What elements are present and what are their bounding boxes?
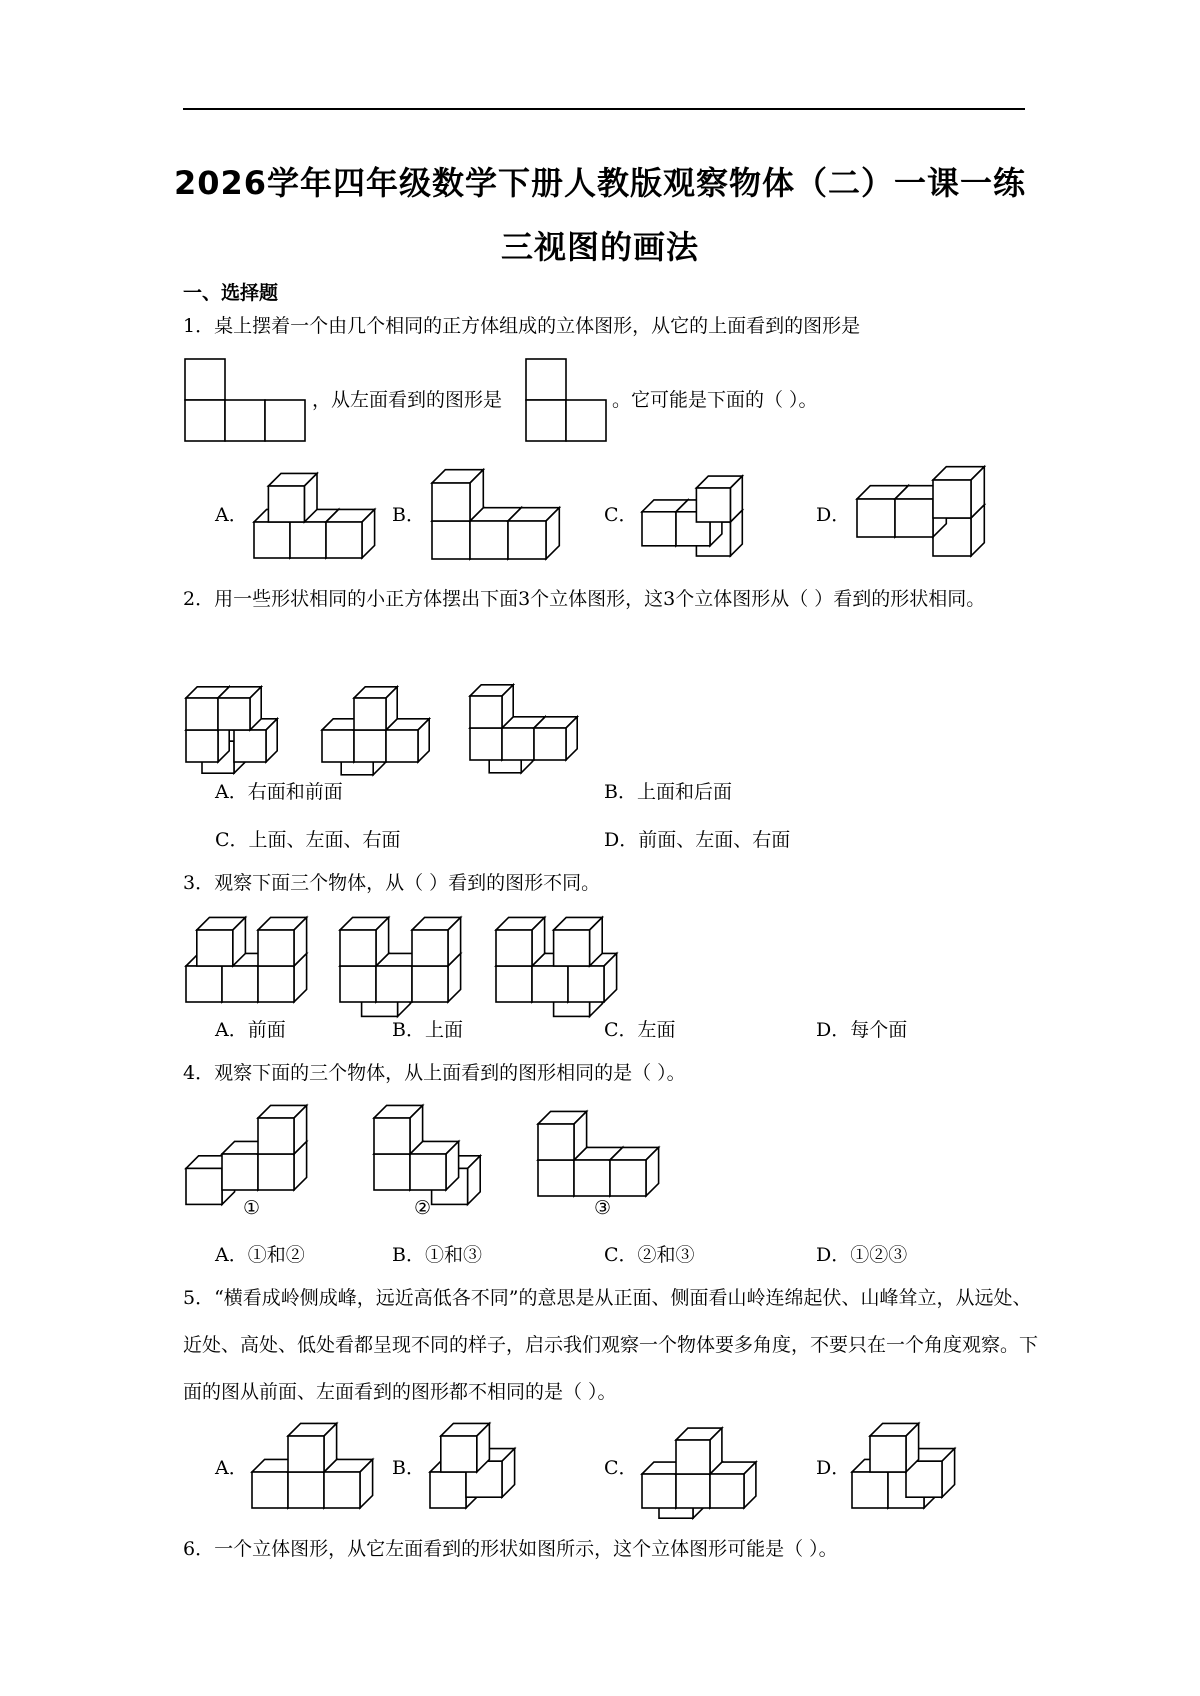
q1-option-b[interactable]: B． <box>392 504 425 526</box>
q5-option-c-figure <box>640 1418 770 1510</box>
cube-front-face <box>252 1472 288 1508</box>
cube-front-face <box>676 1474 710 1508</box>
cube-front-face <box>254 522 290 558</box>
cube-front-face <box>234 730 266 762</box>
cube-front-face <box>186 698 218 730</box>
cube-front-face <box>186 730 218 762</box>
cube-front-face <box>933 480 971 518</box>
cube-front-face <box>268 486 304 522</box>
cube-front-face <box>430 1472 466 1508</box>
unit-cube <box>696 476 742 522</box>
q2-figure-2 <box>320 680 430 764</box>
q1-top-view-figure <box>184 358 308 442</box>
q2-figure-3 <box>468 672 588 762</box>
unit-cube <box>470 685 513 728</box>
unit-cube <box>288 1423 337 1472</box>
q4-figure-3 <box>536 1110 666 1198</box>
q1-option-d-figure <box>855 466 1005 558</box>
q5-option-a-figure <box>250 1418 380 1510</box>
unit-cube <box>534 717 577 760</box>
cube-front-face <box>496 930 532 966</box>
unit-cube <box>374 1105 423 1154</box>
cube-front-face <box>534 728 566 760</box>
unit-cube <box>610 1147 659 1196</box>
q1-option-a-figure <box>252 462 382 560</box>
q4-option-b[interactable]: B．①和③ <box>392 1244 482 1266</box>
unit-cube <box>258 1105 307 1154</box>
page-title: 2026学年四年级数学下册人教版观察物体（二）一课一练 <box>173 164 1027 202</box>
question-6-text: 6．一个立体图形，从它左面看到的形状如图所示，这个立体图形可能是（ ）。 <box>183 1538 838 1560</box>
cube-front-face <box>432 521 470 559</box>
cube-front-face <box>554 930 590 966</box>
cube-front-face <box>258 930 294 966</box>
cube-front-face <box>895 499 933 537</box>
cube-front-face <box>258 1154 294 1190</box>
cube-front-face <box>532 966 568 1002</box>
cube-front-face <box>508 521 546 559</box>
cube-front-face <box>857 499 895 537</box>
unit-cube <box>933 467 984 518</box>
unit-cube <box>554 917 603 966</box>
q1-option-c-figure <box>640 466 770 558</box>
q5-option-d-figure <box>850 1418 980 1510</box>
unit-cube <box>354 687 397 730</box>
unit-cube <box>676 1428 722 1474</box>
cube-front-face <box>186 1168 222 1204</box>
cube-front-face <box>412 930 448 966</box>
cube-front-face <box>326 522 362 558</box>
q3-figure-3 <box>494 912 618 1004</box>
cube-front-face <box>288 1436 324 1472</box>
q5-option-c[interactable]: C． <box>604 1457 638 1479</box>
q5-option-d[interactable]: D． <box>816 1457 851 1479</box>
cube-front-face <box>290 522 326 558</box>
question-4-text: 4．观察下面的三个物体，从上面看到的图形相同的是（ ）。 <box>183 1062 686 1084</box>
q2-figure-1 <box>184 680 294 764</box>
q3-option-d[interactable]: D．每个面 <box>816 1019 908 1041</box>
cube-front-face <box>470 728 502 760</box>
q2-option-d[interactable]: D．前面、左面、右面 <box>604 829 791 851</box>
q3-figure-1 <box>184 912 308 1004</box>
q3-option-a[interactable]: A．前面 <box>215 1019 286 1041</box>
cube-front-face <box>186 966 222 1002</box>
q4-option-c[interactable]: C．②和③ <box>604 1244 695 1266</box>
question-3-text: 3．观察下面三个物体，从（ ）看到的图形不同。 <box>183 872 601 894</box>
q4-option-d[interactable]: D．①②③ <box>816 1244 908 1266</box>
q2-option-a[interactable]: A．右面和前面 <box>215 781 343 803</box>
question-2-text: 2．用一些形状相同的小正方体摆出下面3个立体图形，这3个立体图形从（ ）看到的形状相同。 <box>183 588 986 610</box>
unit-cube <box>538 1111 587 1160</box>
cube-front-face <box>642 1474 676 1508</box>
cube-front-face <box>470 521 508 559</box>
cube-front-face <box>538 1160 574 1196</box>
q1-left-view-figure <box>525 358 609 442</box>
unit-cube <box>197 917 246 966</box>
cube-front-face <box>322 730 354 762</box>
cube-front-face <box>354 698 386 730</box>
unit-cube <box>324 1459 373 1508</box>
cube-front-face <box>676 1440 710 1474</box>
question-1-text: 1．桌上摆着一个由几个相同的正方体组成的立体图形，从它的上面看到的图形是 <box>183 315 861 337</box>
cube-front-face <box>258 1118 294 1154</box>
cube-front-face <box>354 730 386 762</box>
unit-cube <box>218 687 261 730</box>
question-1-mid-text: ，从左面看到的图形是 <box>312 389 503 411</box>
cube-front-face <box>376 966 412 1002</box>
cube-front-face <box>386 730 418 762</box>
cube-front-face <box>374 1118 410 1154</box>
q4-option-a[interactable]: A．①和② <box>215 1244 305 1266</box>
q4-figure-1 <box>184 1100 314 1192</box>
cube-front-face <box>568 966 604 1002</box>
q1-option-b-figure <box>430 465 570 561</box>
cube-front-face <box>222 1154 258 1190</box>
cube-front-face <box>642 512 676 546</box>
unit-cube <box>710 1462 756 1508</box>
cube-front-face <box>441 1436 477 1472</box>
unit-cube <box>870 1423 919 1472</box>
unit-cube <box>410 1141 459 1190</box>
cube-front-face <box>258 966 294 1002</box>
q1-option-c[interactable]: C． <box>604 504 638 526</box>
unit-cube <box>340 917 389 966</box>
q3-option-b[interactable]: B．上面 <box>392 1019 463 1041</box>
q2-option-c[interactable]: C．上面、左面、右面 <box>215 829 401 851</box>
cube-front-face <box>340 930 376 966</box>
cube-front-face <box>870 1436 906 1472</box>
cube-front-face <box>696 488 730 522</box>
cube-front-face <box>324 1472 360 1508</box>
cube-front-face <box>502 728 534 760</box>
page-subtitle: 三视图的画法 <box>500 228 699 266</box>
cube-front-face <box>496 966 532 1002</box>
cube-front-face <box>610 1160 646 1196</box>
unit-cube <box>386 719 429 762</box>
q3-figure-2 <box>338 912 462 1004</box>
cube-front-face <box>288 1472 324 1508</box>
q2-option-b[interactable]: B．上面和后面 <box>604 781 732 803</box>
header-rule <box>183 108 1025 110</box>
q5-option-b-figure <box>428 1418 538 1510</box>
unit-cube <box>496 917 545 966</box>
q1-option-d[interactable]: D． <box>816 504 851 526</box>
q4-figure-3-label: ③ <box>594 1197 612 1219</box>
question-5-text: 5．“横看成岭侧成峰，远近高低各不同”的意思是从正面、侧面看山岭连绵起伏、山峰耸立，从远处、近处、高处、低处看都呈现不同的样子，启示我们观察一个物体要多角度，不要只在一个角度观察。下面的图从前面、左面看到的图形都不相同的是（ ）。 <box>183 1287 1039 1403</box>
cube-front-face <box>710 1474 744 1508</box>
q5-option-a[interactable]: A． <box>215 1457 248 1479</box>
unit-cube <box>326 509 375 558</box>
q4-figure-1-label: ① <box>243 1197 261 1219</box>
q4-figure-2-label: ② <box>414 1197 432 1219</box>
cube-front-face <box>197 930 233 966</box>
unit-cube <box>412 917 461 966</box>
q5-option-b[interactable]: B． <box>392 1457 425 1479</box>
unit-cube <box>432 470 483 521</box>
cube-front-face <box>852 1472 888 1508</box>
q1-option-a[interactable]: A． <box>215 504 248 526</box>
cube-front-face <box>538 1124 574 1160</box>
unit-cube <box>258 917 307 966</box>
section-heading-choice: 一、选择题 <box>183 282 279 304</box>
cube-front-face <box>340 966 376 1002</box>
cube-front-face <box>470 696 502 728</box>
cube-front-face <box>218 698 250 730</box>
cube-front-face <box>410 1154 446 1190</box>
question-1-end-text: 。它可能是下面的（ ）。 <box>612 389 818 411</box>
q4-figure-2 <box>372 1100 492 1192</box>
cube-front-face <box>574 1160 610 1196</box>
unit-cube <box>441 1423 490 1472</box>
cube-front-face <box>374 1154 410 1190</box>
unit-cube <box>508 508 559 559</box>
cube-front-face <box>432 483 470 521</box>
unit-cube <box>268 473 317 522</box>
cube-front-face <box>222 966 258 1002</box>
cube-front-face <box>412 966 448 1002</box>
q3-option-c[interactable]: C．左面 <box>604 1019 676 1041</box>
